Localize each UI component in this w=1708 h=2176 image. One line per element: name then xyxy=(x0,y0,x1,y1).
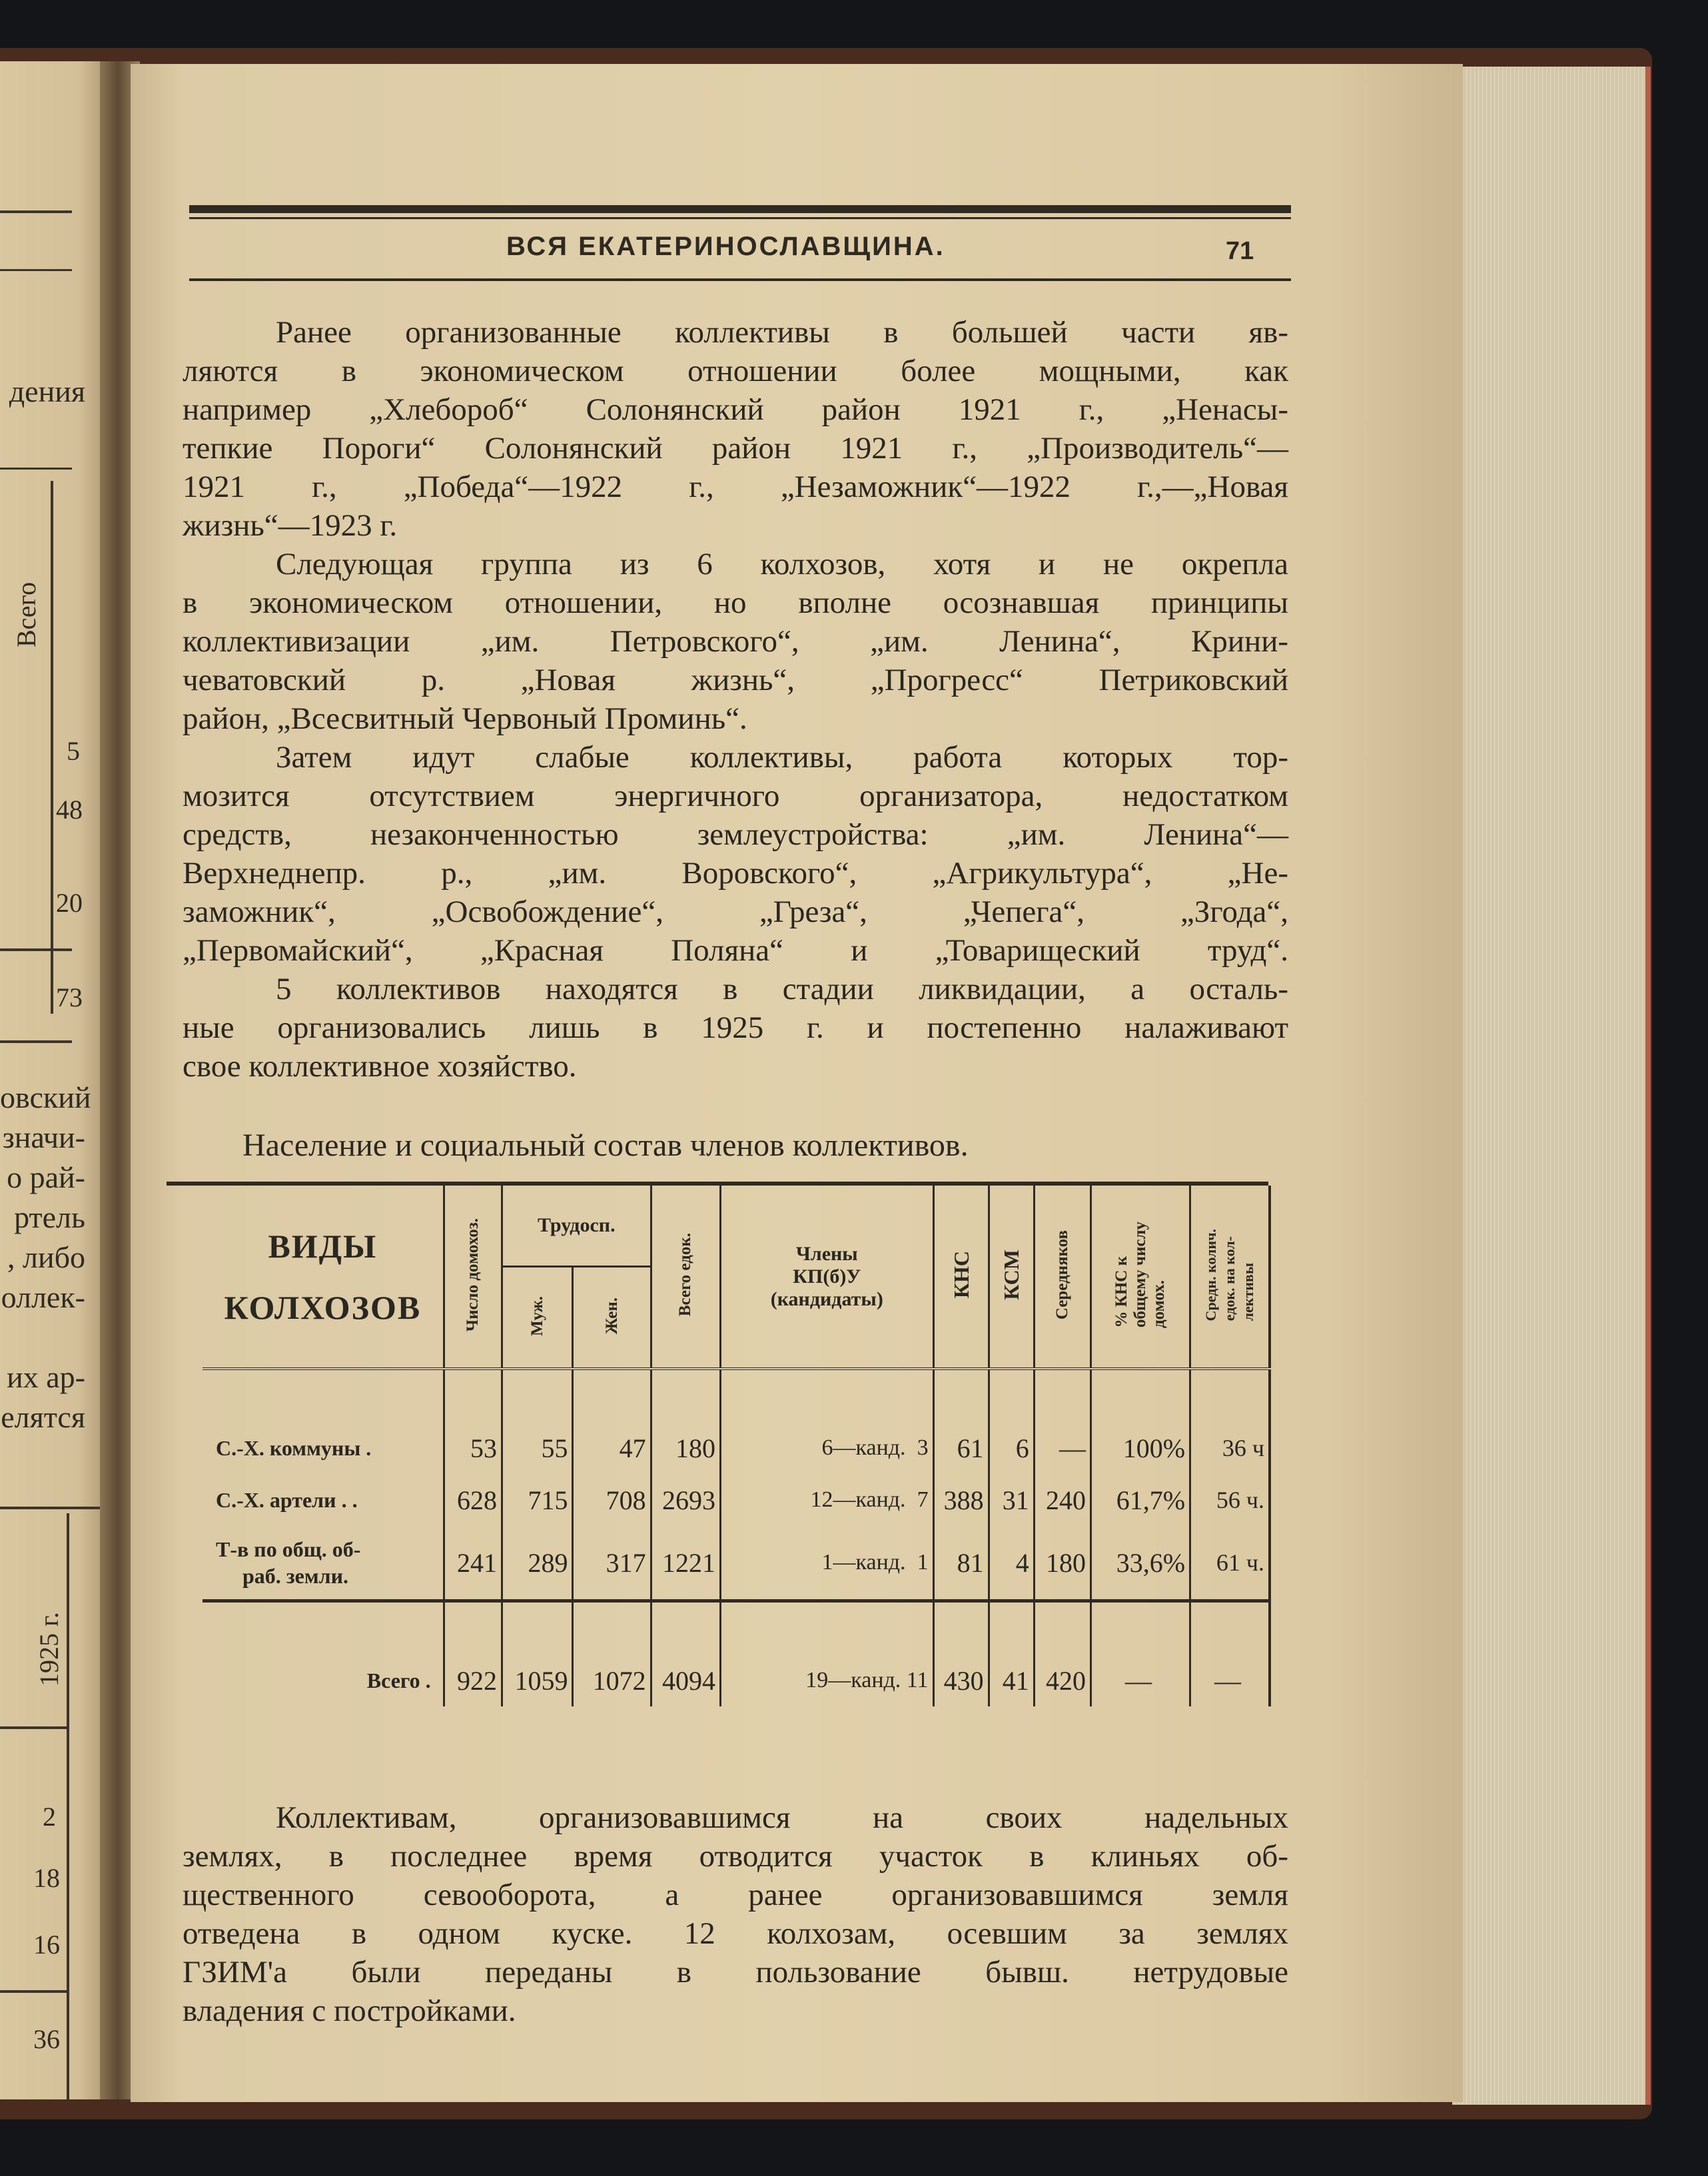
cell-households: 241 xyxy=(444,1526,502,1601)
left-page xyxy=(0,61,112,2099)
row-label xyxy=(203,1526,444,1601)
cell-avg: 61 ч. xyxy=(1190,1526,1270,1601)
left-page-text: их ар- xyxy=(7,1360,85,1394)
table-row xyxy=(203,1422,1270,1474)
left-page-number: 2 xyxy=(43,1802,56,1832)
cell-middle: — xyxy=(1034,1422,1090,1474)
cell-women: 47 xyxy=(573,1422,651,1474)
paragraph-4 xyxy=(183,970,1288,1086)
cell-middle: 180 xyxy=(1034,1526,1090,1601)
table-total-row xyxy=(203,1654,1270,1706)
cell-middle: 420 xyxy=(1034,1654,1090,1706)
paragraph-line: свое коллективное хозяйство. xyxy=(183,1049,577,1084)
paragraph-line: тепкие Пороги“ Солонянский район 1921 г., „Производитель“— xyxy=(183,431,1288,466)
table-row xyxy=(203,1526,1270,1601)
paragraph-line: в экономическом отношении, но вполне осознавшая принципы xyxy=(183,585,1288,620)
paragraph-line: ные организовались лишь в 1925 г. и постепенно налаживают xyxy=(183,1010,1288,1045)
header-kind-line: КОЛХОЗОВ xyxy=(224,1288,422,1326)
page-number: 71 xyxy=(1226,237,1254,265)
cell-kns: 81 xyxy=(933,1526,989,1601)
header-able-bodied: Трудосп. xyxy=(502,1186,651,1267)
cell-avg: 36 ч xyxy=(1190,1422,1270,1474)
paragraph-line: 1921 г., „Победа“—1922 г., „Незаможник“—1922 г.,—„Новая xyxy=(183,470,1288,504)
header-kns-pct: % КНС кобщему числудомох. xyxy=(1091,1186,1190,1369)
paragraph-line: средств, незаконченностью землеустройства: „им. Ленина“— xyxy=(183,817,1288,852)
cell-kns: 61 xyxy=(933,1422,989,1474)
cell-eaters: 4094 xyxy=(651,1654,720,1706)
cell-eaters: 1221 xyxy=(651,1526,720,1601)
closing-paragraph xyxy=(183,1798,1288,2030)
left-page-rule xyxy=(0,1040,72,1043)
left-page-rule xyxy=(0,1507,100,1509)
left-page-text: значи- xyxy=(2,1120,85,1154)
paragraph-line: жизнь“—1923 г. xyxy=(183,508,398,543)
paragraph-1 xyxy=(183,313,1288,545)
header-rule-bottom xyxy=(189,278,1291,281)
cell-ksm: 41 xyxy=(989,1654,1034,1706)
row-label-line: раб. земли. xyxy=(242,1564,349,1588)
paragraph-line: Коллективам, организовавшимся на своих надельных xyxy=(276,1800,1288,1835)
header-party-line: Члены xyxy=(795,1242,858,1265)
header-kind xyxy=(203,1186,444,1369)
cell-party-text: 6—канд. xyxy=(821,1435,906,1460)
paragraph-line: владения с постройками. xyxy=(183,1994,516,2028)
header-party xyxy=(721,1186,934,1369)
cell-middle: 240 xyxy=(1034,1474,1090,1526)
row-label-total: Всего . xyxy=(366,1668,431,1692)
cell-ksm: 4 xyxy=(989,1526,1034,1601)
header-rule-thin xyxy=(189,217,1291,219)
left-page-vrule xyxy=(51,481,53,1014)
cell-party xyxy=(721,1474,934,1526)
cell-men: 715 xyxy=(502,1474,573,1526)
cell-party xyxy=(721,1422,934,1474)
left-page-number: 18 xyxy=(33,1863,60,1893)
table-title: Население и социальный состав членов коллективов. xyxy=(242,1128,969,1163)
left-page-rule xyxy=(0,948,72,951)
header-kind-line: ВИДЫ xyxy=(268,1227,378,1265)
paragraph-line: землях, в последнее время отводится участок в клиньях об- xyxy=(183,1839,1288,1874)
paragraph-line: заможник“, „Освобождение“, „Греза“, „Чепега“, „Згода“, xyxy=(183,895,1288,929)
left-page-rule xyxy=(0,210,72,213)
table-header-row xyxy=(203,1186,1270,1267)
paragraph-line: коллективизации „им. Петровского“, „им. Ленина“, Крини- xyxy=(183,624,1288,659)
paragraph-line: Следующая группа из 6 колхозов, хотя и не окрепла xyxy=(276,547,1288,581)
left-page-rule xyxy=(0,269,72,271)
left-page-rule xyxy=(0,468,72,470)
paragraph-line: щественного севооборота, а ранее организовавшимся земля xyxy=(183,1878,1288,1912)
header-households: Число домохоз. xyxy=(444,1186,502,1369)
data-table-wrapper xyxy=(167,1186,1268,1706)
header-women: Жен. xyxy=(573,1267,651,1369)
cell-women: 317 xyxy=(573,1526,651,1601)
cell-kns-pct: 100% xyxy=(1091,1422,1190,1474)
row-label: С.-Х. коммуны . xyxy=(216,1435,372,1460)
paragraph-3 xyxy=(183,738,1288,970)
paragraph-line: Затем идут слабые коллективы, работа которых тор- xyxy=(276,740,1288,775)
cell-party-count: 3 xyxy=(917,1435,929,1460)
left-page-number: 73 xyxy=(56,982,83,1012)
header-rule-thick xyxy=(189,205,1291,213)
left-page-number: 48 xyxy=(56,795,83,825)
cell-kns: 388 xyxy=(933,1474,989,1526)
cell-avg: 56 ч. xyxy=(1190,1474,1270,1526)
left-page-number: 16 xyxy=(33,1930,60,1960)
table-total-rule-row xyxy=(203,1601,1270,1655)
cell-households: 53 xyxy=(444,1422,502,1474)
paragraph-line: ляются в экономическом отношении более мощными, как xyxy=(183,354,1288,388)
cell-women: 708 xyxy=(573,1474,651,1526)
left-page-text: елятся xyxy=(1,1400,85,1434)
paragraph-line: например „Хлебороб“ Солонянский район 1921 г., „Ненасы- xyxy=(183,392,1288,427)
cell-kns: 430 xyxy=(933,1654,989,1706)
left-page-vertical-label: 1925 г. xyxy=(34,1612,64,1686)
left-page-rule xyxy=(0,1726,67,1729)
cell-men: 55 xyxy=(502,1422,573,1474)
paragraph-line: Верхнеднепр. р., „им. Воровского“, „Агрикультура“, „Не- xyxy=(183,856,1288,891)
left-page-text: овский xyxy=(0,1080,91,1114)
cell-ksm: 31 xyxy=(989,1474,1034,1526)
paragraph-line: отведена в одном куске. 12 колхозам, осевшим за землях xyxy=(183,1916,1288,1951)
cell-party-text: 1—канд. xyxy=(821,1550,906,1575)
left-page-text: оллек- xyxy=(1,1280,85,1314)
paragraph-line: чеватовский р. „Новая жизнь“, „Прогресс“ Петриковский xyxy=(183,663,1288,697)
cell-men: 289 xyxy=(502,1526,573,1601)
header-ksm: КСМ xyxy=(989,1186,1034,1369)
cell-households: 922 xyxy=(444,1654,502,1706)
left-page-text: о рай- xyxy=(7,1160,85,1194)
left-page-number: 20 xyxy=(56,888,83,918)
header-avg: Средн. колич. едок. на кол- лективы xyxy=(1190,1186,1270,1369)
header-men: Муж. xyxy=(502,1267,573,1369)
cell-party xyxy=(721,1526,934,1601)
paragraph-line: „Первомайский“, „Красная Поляна“ и „Товарищеский труд“. xyxy=(183,933,1288,968)
paragraph-line: ГЗИМ'а были переданы в пользование бывш. нетрудовые xyxy=(183,1955,1288,1990)
cell-households: 628 xyxy=(444,1474,502,1526)
header-middle: Середняков xyxy=(1034,1186,1090,1369)
cell-kns-pct: — xyxy=(1091,1654,1190,1706)
header-eaters: Всего едок. xyxy=(651,1186,720,1369)
paragraph-line: мозится отсутствием энергичного организатора, недостатком xyxy=(183,779,1288,813)
cell-women: 1072 xyxy=(573,1654,651,1706)
header-kns: КНС xyxy=(933,1186,989,1369)
cell-eaters: 180 xyxy=(651,1422,720,1474)
left-page-text: , либо xyxy=(7,1240,85,1274)
cell-kns-pct: 61,7% xyxy=(1091,1474,1190,1526)
cell-party-count: 11 xyxy=(906,1668,929,1692)
left-page-number: 36 xyxy=(33,2024,60,2054)
paragraph-2 xyxy=(183,545,1288,738)
left-page-number: 5 xyxy=(67,736,80,766)
row-label: С.-Х. артели . . xyxy=(216,1487,358,1512)
table-row xyxy=(203,1474,1270,1526)
row-label-line: Т-в по общ. об- xyxy=(216,1537,361,1561)
left-page-text: ртель xyxy=(14,1200,85,1234)
cell-ksm: 6 xyxy=(989,1422,1034,1474)
paragraph-line: район, „Всесвитный Червоный Проминь“. xyxy=(183,701,747,736)
cell-eaters: 2693 xyxy=(651,1474,720,1526)
cell-party xyxy=(721,1654,934,1706)
paragraph-line: Ранее организованные коллективы в большей части яв- xyxy=(276,315,1288,350)
left-page-rule xyxy=(0,1990,67,1993)
left-page-vrule xyxy=(67,1513,69,2099)
cell-kns-pct: 33,6% xyxy=(1091,1526,1190,1601)
cell-party-text: 19—канд. xyxy=(805,1668,901,1692)
page-edges xyxy=(1452,67,1651,2105)
table-spacer-row xyxy=(203,1369,1270,1422)
left-page-text: дения xyxy=(9,374,85,408)
cell-party-count: 1 xyxy=(917,1550,929,1575)
data-table xyxy=(203,1186,1271,1706)
running-head: ВСЯ ЕКАТЕРИНОСЛАВЩИНА. xyxy=(506,232,945,261)
header-party-line: КП(б)У xyxy=(793,1265,861,1287)
left-page-vertical-label: Всего xyxy=(11,581,41,647)
cell-men: 1059 xyxy=(502,1654,573,1706)
paragraph-line: 5 коллективов находятся в стадии ликвидации, а осталь- xyxy=(276,972,1288,1006)
header-party-line: (кандидаты) xyxy=(770,1287,883,1310)
cell-party-text: 12—канд. xyxy=(810,1487,906,1512)
cell-avg: — xyxy=(1190,1654,1270,1706)
cell-party-count: 7 xyxy=(917,1487,929,1512)
